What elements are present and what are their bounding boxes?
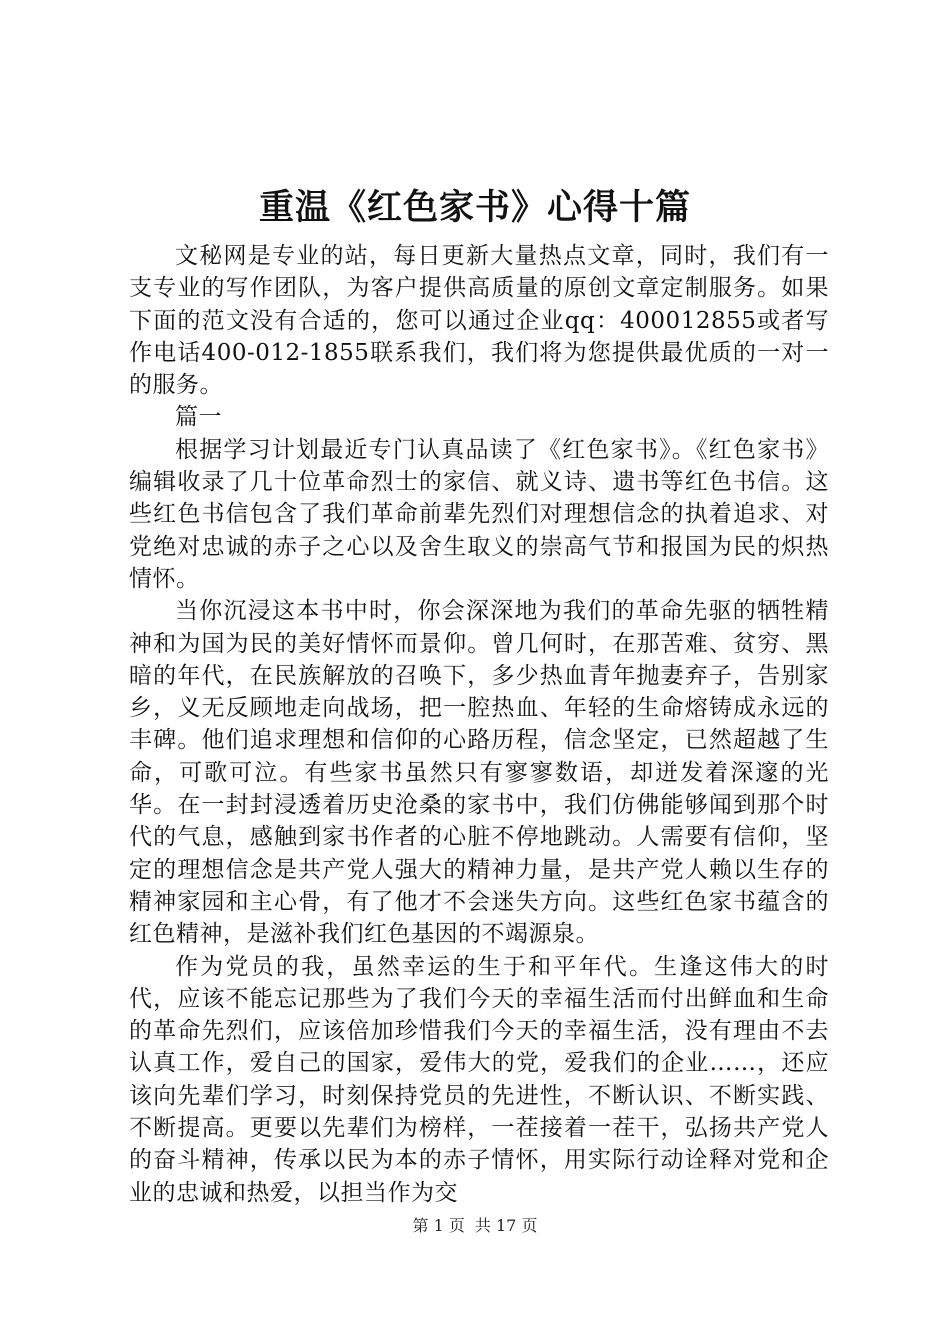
body-paragraph: 作为党员的我，虽然幸运的生于和平年代。生逢这伟大的时代，应该不能忘记那些为了我们今天的幸福生活而付出鲜血和生命的革命先烈们，应该倍加珍惜我们今天的幸福生活，没有理由不去认真工作，爱自己的国家，爱伟大的党，爱我们的企业……，还应该向先辈们学习，时刻保持党员的先进性，不断认识、不断实践、不断提高。更要以先辈们为榜样，一茬接着一茬干，弘扬共产党人的奋斗精神，传承以民为本的赤子情怀，用实际行动诠释对党和企业的忠诚和热爱，以担当作为交: [129, 953, 829, 1206]
page-number: 第 1 页: [412, 1216, 465, 1235]
document-title: 重温《红色家书》心得十篇: [258, 187, 691, 228]
document-body: [129, 240, 829, 1209]
page-count: 共 17 页: [474, 1216, 538, 1235]
page-footer: [0, 1215, 950, 1237]
body-paragraph: 根据学习计划最近专门认真品读了《红色家书》。《红色家书》编辑收录了几十位革命烈士的家信、就义诗、遗书等红色书信。这些红色书信包含了我们革命前辈先烈们对理想信念的执着追求、对党绝对忠诚的赤子之心以及舍生取义的崇高气节和报国为民的炽热情怀。: [129, 436, 829, 592]
body-paragraph: 当你沉浸这本书中时，你会深深地为我们的革命先驱的牺牲精神和为国为民的美好情怀而景仰。曾几何时，在那苦难、贫穷、黑暗的年代，在民族解放的召唤下，多少热血青年抛妻弃子，告别家乡，义无反顾地走向战场，把一腔热血、年轻的生命熔铸成永远的丰碑。他们追求理想和信仰的心路历程，信念坚定，已然超越了生命，可歌可泣。有些家书虽然只有寥寥数语，却迸发着深邃的光华。在一封封浸透着历史沧桑的家书中，我们仿佛能够闻到那个时代的气息，感触到家书作者的心脏不停地跳动。人需要有信仰，坚定的理想信念是共产党人强大的精神力量，是共产党人赖以生存的精神家园和主心骨，有了他才不会迷失方向。这些红色家书蕴含的红色精神，是滋补我们红色基因的不竭源泉。: [129, 598, 829, 948]
section-heading: 篇一: [175, 404, 222, 431]
intro-paragraph: 文秘网是专业的站，每日更新大量热点文章，同时，我们有一支专业的写作团队，为客户提供高质量的原创文章定制服务。如果下面的范文没有合适的，您可以通过企业qq：400012855或者写作电话400-012-1855联系我们，我们将为您提供最优质的一对一的服务。: [129, 243, 829, 399]
